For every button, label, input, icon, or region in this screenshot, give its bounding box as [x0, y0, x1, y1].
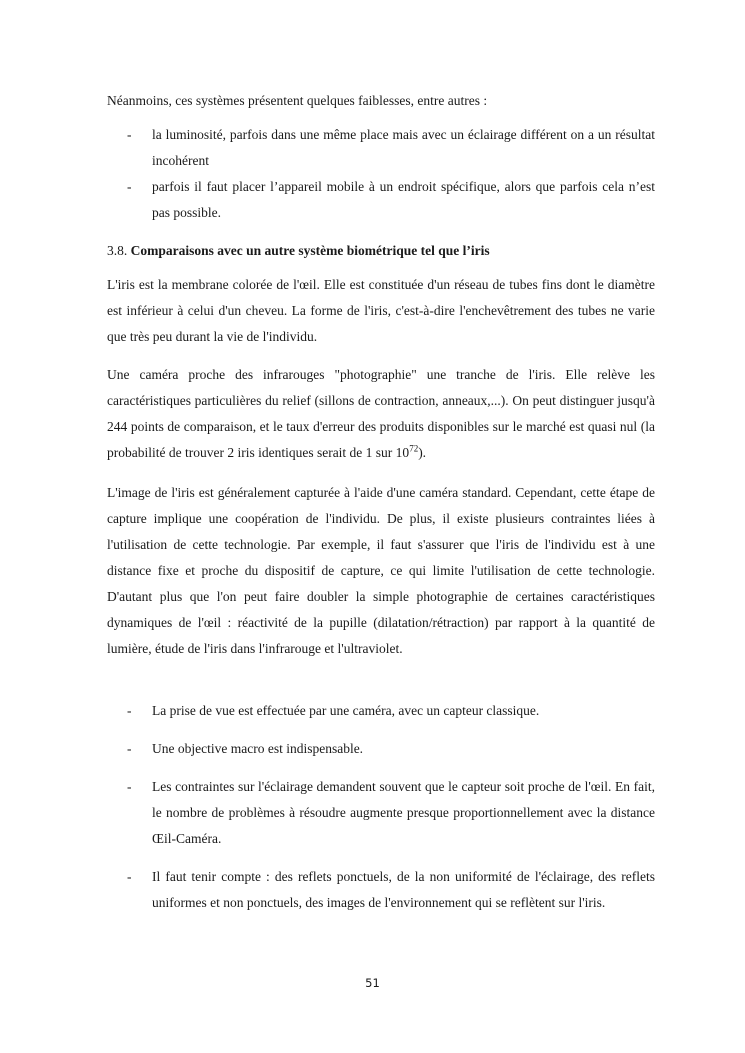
bullet-dash: - — [127, 869, 132, 884]
intro-paragraph: Néanmoins, ces systèmes présentent quelques faiblesses, entre autres : — [107, 93, 488, 108]
section-number: 3.8. — [107, 243, 128, 258]
constraint-item-camera: La prise de vue est effectuée par une caméra, avec un capteur classique. — [152, 703, 540, 718]
paragraph-iris-capture: L'image de l'iris est généralement capturée à l'aide d'une caméra standard. Cependant, cette étape de capture implique une coopération de l'individu. De plus, il existe plusieurs contraintes liées à l'utilisation de cette technologie. Par exemple, il faut s'assurer que l'iris de l'individu est à une distance fixe et proche du dispositif de capture, ce qui limite l'utilisation de cette technologie. D'autant plus que l'on peut faire doubler la simple photographie de certaines caractéristiques dynamiques de l'œil : réactivité de la pupille (dilatation/rétraction) par rapport à la quantité de lumière, étude de l'iris dans l'infrarouge et l'ultraviolet. — [107, 485, 655, 656]
list-item — [107, 122, 655, 174]
paragraph-iris-camera — [107, 362, 655, 466]
bullet-dash: - — [127, 703, 132, 718]
list-item — [107, 864, 655, 916]
list-item — [107, 774, 655, 852]
list-item — [107, 174, 655, 226]
paragraph-iris-definition: L'iris est la membrane colorée de l'œil. Elle est constituée d'un réseau de tubes fins dont le diamètre est inférieur à celui d'un cheveu. La forme de l'iris, c'est-à-dire l'enchevêtrement des tubes ne varie que très peu durant la vie de l'individu. — [107, 277, 655, 344]
constraint-item-macro: Une objective macro est indispensable. — [152, 741, 364, 756]
bullet-dash: - — [127, 779, 132, 794]
section-title: Comparaisons avec un autre système biométrique tel que l’iris — [130, 243, 490, 258]
constraint-item-reflections: Il faut tenir compte : des reflets ponctuels, de la non uniformité de l'éclairage, des reflets uniformes et non ponctuels, des images de l'environnement qui se reflètent sur l'iris. — [152, 869, 655, 910]
weakness-item-placement: parfois il faut placer l’appareil mobile à un endroit spécifique, alors que parfois cela n’est pas possible. — [152, 179, 655, 220]
list-item — [107, 698, 655, 724]
weakness-item-luminosity: la luminosité, parfois dans une même place mais avec un éclairage différent on a un résultat incohérent — [152, 127, 655, 168]
paragraph-iris-camera-end: ). — [418, 445, 427, 460]
list-item — [107, 736, 655, 762]
constraint-item-lighting: Les contraintes sur l'éclairage demandent souvent que le capteur soit proche de l'œil. En fait, le nombre de problèmes à résoudre augmente presque proportionnellement avec la distance Œil-Caméra. — [152, 779, 655, 846]
bullet-dash: - — [127, 127, 132, 142]
section-heading — [107, 238, 655, 264]
exponent: 72 — [409, 443, 419, 454]
paragraph-iris-camera-text: Une caméra proche des infrarouges "photographie" une tranche de l'iris. Elle relève les caractéristiques particulières du relief (sillons de contraction, anneaux,...). On peut distinguer jusqu'à 244 points de comparaison, et le taux d'erreur des produits disponibles sur le marché est quasi nul (la probabilité de trouver 2 iris identiques serait de 1 sur 10 — [107, 367, 655, 460]
bullet-dash: - — [127, 741, 132, 756]
bullet-dash: - — [127, 179, 132, 194]
page-number: 51 — [365, 976, 380, 990]
